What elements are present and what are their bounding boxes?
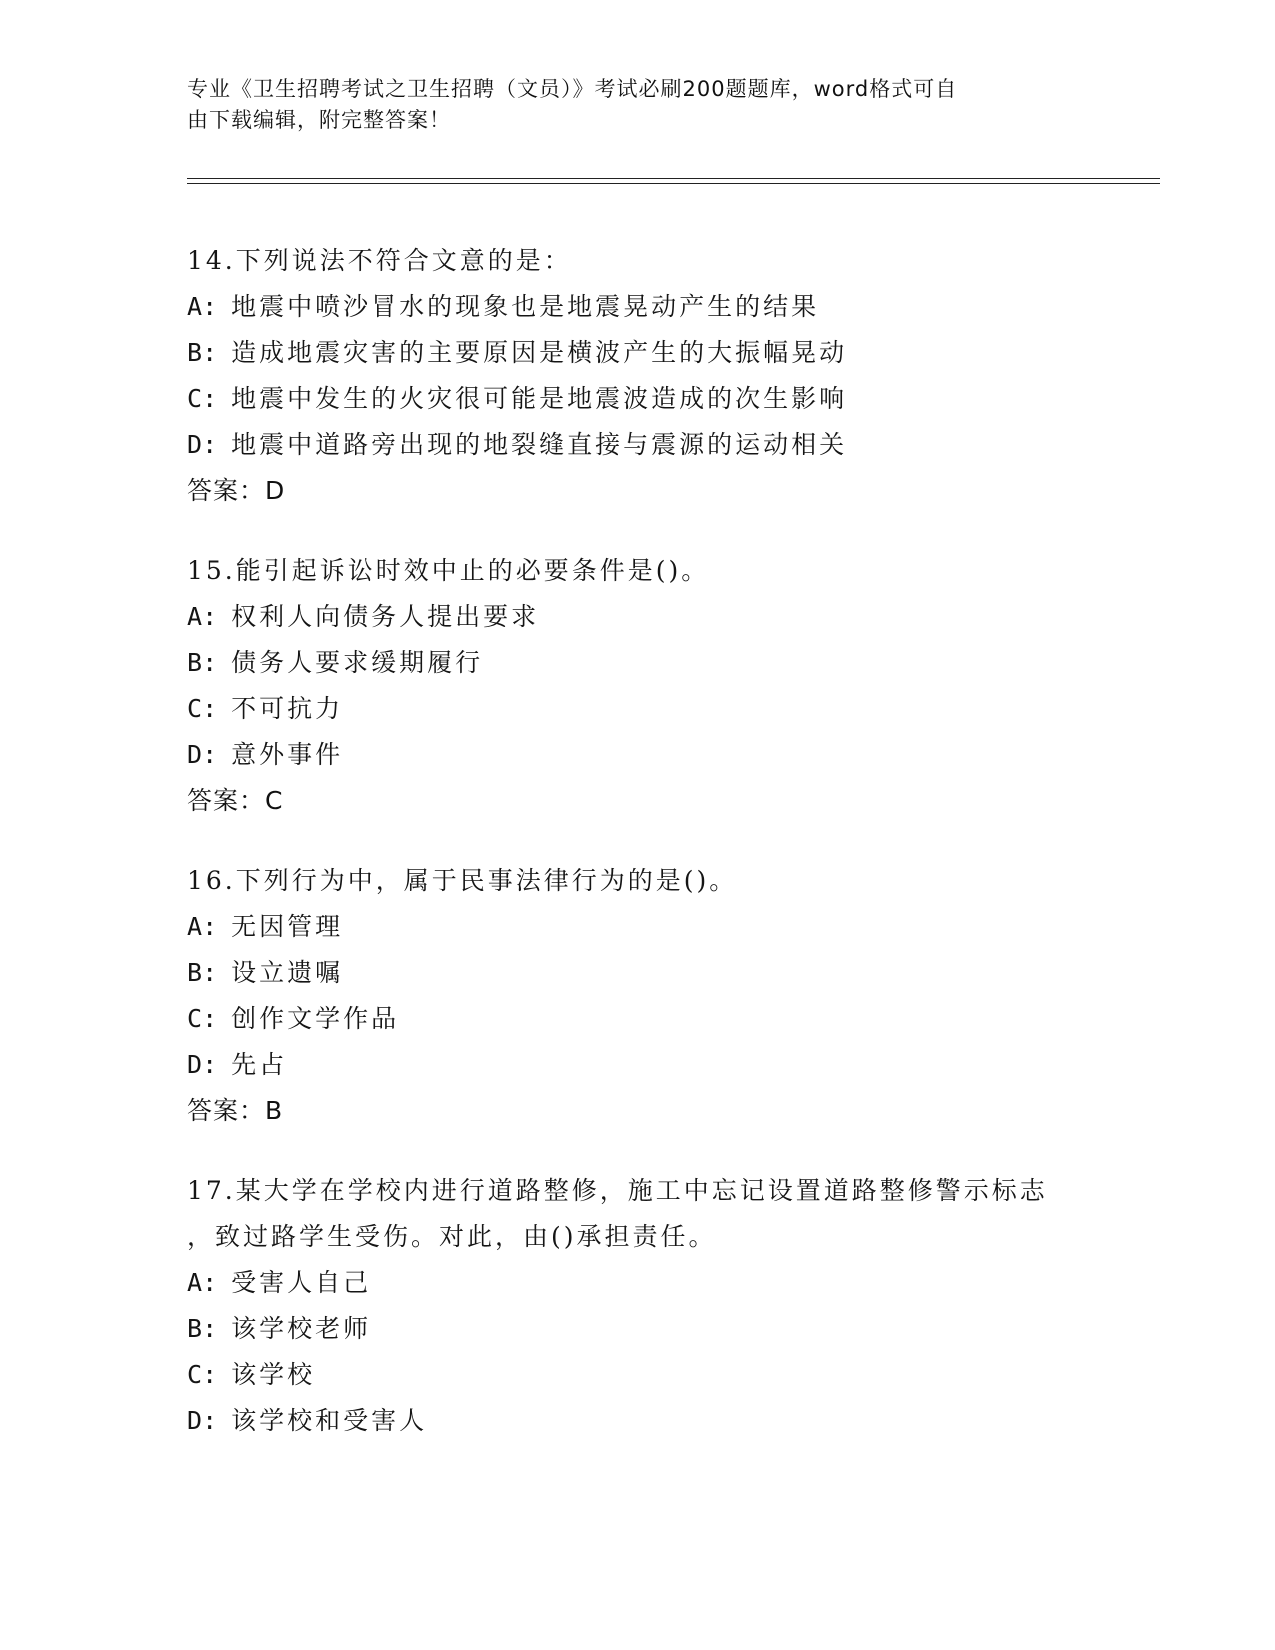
option-separator: : bbox=[202, 1050, 218, 1079]
question-stem: 16.下列行为中，属于民事法律行为的是()。 bbox=[187, 866, 738, 895]
answer-key: 答案：D bbox=[187, 476, 286, 505]
option-separator: : bbox=[202, 292, 218, 321]
option-text: 意外事件 bbox=[231, 740, 344, 769]
option-text: 设立遗嘱 bbox=[231, 958, 344, 987]
option-label: C bbox=[187, 694, 203, 723]
answer-key: 答案：C bbox=[187, 786, 284, 815]
option-text: 该学校老师 bbox=[231, 1314, 372, 1343]
option-separator: : bbox=[202, 1360, 218, 1389]
header-line-2: 由下载编辑，附完整答案！ bbox=[187, 108, 451, 132]
answer-option bbox=[187, 732, 1087, 778]
answer-option bbox=[187, 594, 1087, 640]
answer-option bbox=[187, 950, 1087, 996]
option-label: A bbox=[187, 1268, 203, 1297]
option-separator: : bbox=[202, 694, 218, 723]
question-block bbox=[187, 1168, 1087, 1444]
option-text: 无因管理 bbox=[231, 912, 344, 941]
document-header bbox=[187, 74, 1067, 136]
answer-option bbox=[187, 686, 1087, 732]
option-separator: : bbox=[202, 912, 218, 941]
option-text: 地震中喷沙冒水的现象也是地震晃动产生的结果 bbox=[231, 292, 820, 321]
option-text: 创作文学作品 bbox=[231, 1004, 400, 1033]
question-stem: 14.下列说法不符合文意的是： bbox=[187, 246, 572, 275]
answer-option bbox=[187, 422, 1087, 468]
option-label: A bbox=[187, 602, 203, 631]
option-separator: : bbox=[202, 430, 218, 459]
header-divider-bottom bbox=[187, 183, 1160, 184]
option-text: 造成地震灾害的主要原因是横波产生的大振幅晃动 bbox=[231, 338, 848, 367]
option-text: 先占 bbox=[231, 1050, 288, 1079]
option-label: A bbox=[187, 292, 203, 321]
answer-option bbox=[187, 1042, 1087, 1088]
question-block bbox=[187, 858, 1087, 1134]
question-stem: ，致过路学生受伤。对此，由()承担责任。 bbox=[187, 1222, 717, 1251]
option-label: B bbox=[187, 958, 203, 987]
answer-option bbox=[187, 904, 1087, 950]
option-separator: : bbox=[202, 1406, 218, 1435]
answer-option bbox=[187, 1306, 1087, 1352]
option-separator: : bbox=[202, 1004, 218, 1033]
answer-option bbox=[187, 330, 1087, 376]
option-separator: : bbox=[202, 384, 218, 413]
header-divider-top bbox=[187, 178, 1160, 179]
option-separator: : bbox=[202, 338, 218, 367]
option-separator: : bbox=[202, 648, 218, 677]
question-list bbox=[187, 238, 1087, 1478]
option-label: D bbox=[187, 1406, 203, 1435]
option-label: D bbox=[187, 430, 203, 459]
answer-option bbox=[187, 1260, 1087, 1306]
option-text: 该学校和受害人 bbox=[231, 1406, 428, 1435]
option-label: A bbox=[187, 912, 203, 941]
option-label: B bbox=[187, 338, 203, 367]
answer-option bbox=[187, 376, 1087, 422]
option-label: C bbox=[187, 1004, 203, 1033]
option-label: C bbox=[187, 384, 203, 413]
answer-option bbox=[187, 1398, 1087, 1444]
option-separator: : bbox=[202, 740, 218, 769]
option-label: B bbox=[187, 648, 203, 677]
option-separator: : bbox=[202, 602, 218, 631]
question-stem: 17.某大学在学校内进行道路整修，施工中忘记设置道路整修警示标志 bbox=[187, 1176, 1048, 1205]
option-text: 地震中道路旁出现的地裂缝直接与震源的运动相关 bbox=[231, 430, 848, 459]
option-separator: : bbox=[202, 958, 218, 987]
question-block bbox=[187, 548, 1087, 824]
option-text: 受害人自己 bbox=[231, 1268, 372, 1297]
option-text: 权利人向债务人提出要求 bbox=[231, 602, 540, 631]
option-separator: : bbox=[202, 1314, 218, 1343]
question-stem: 15.能引起诉讼时效中止的必要条件是()。 bbox=[187, 556, 710, 585]
option-label: D bbox=[187, 740, 203, 769]
header-line-1: 专业《卫生招聘考试之卫生招聘（文员）》考试必刷200题题库，word格式可自 bbox=[187, 77, 958, 101]
option-text: 不可抗力 bbox=[231, 694, 344, 723]
question-block bbox=[187, 238, 1087, 514]
option-label: B bbox=[187, 1314, 203, 1343]
option-text: 该学校 bbox=[231, 1360, 316, 1389]
option-label: D bbox=[187, 1050, 203, 1079]
answer-option bbox=[187, 996, 1087, 1042]
option-text: 债务人要求缓期履行 bbox=[231, 648, 484, 677]
answer-key: 答案：B bbox=[187, 1096, 284, 1125]
option-separator: : bbox=[202, 1268, 218, 1297]
answer-option bbox=[187, 640, 1087, 686]
answer-option bbox=[187, 284, 1087, 330]
answer-option bbox=[187, 1352, 1087, 1398]
option-text: 地震中发生的火灾很可能是地震波造成的次生影响 bbox=[231, 384, 848, 413]
option-label: C bbox=[187, 1360, 203, 1389]
